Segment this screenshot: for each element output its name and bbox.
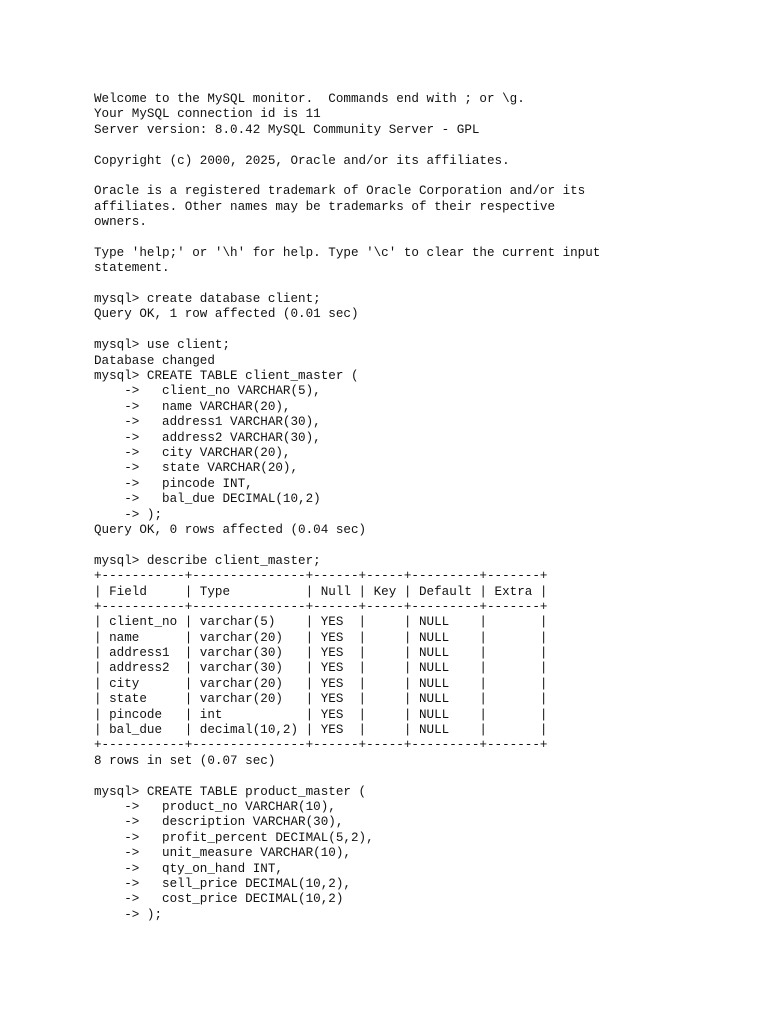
command-line: mysql> use client; [94, 338, 231, 353]
text-line: owners. [94, 215, 147, 230]
result-line: Query OK, 0 rows affected (0.04 sec) [94, 522, 367, 537]
continuation-line: -> product_no VARCHAR(10), [94, 799, 336, 814]
table-row: | address2 | varchar(30) | YES | | NULL | | [94, 661, 548, 676]
continuation-line: -> name VARCHAR(20), [94, 399, 291, 414]
document-page [94, 92, 754, 923]
table-row: +-----------+---------------+------+-----+---------+-------+ [94, 738, 548, 753]
continuation-line: -> address2 VARCHAR(30), [94, 430, 321, 445]
continuation-line: -> ); [94, 907, 163, 922]
blank-line [94, 277, 754, 292]
table-row: | pincode | int | YES | | NULL | | [94, 707, 548, 722]
blank-line [94, 769, 754, 784]
table-row: | address1 | varchar(30) | YES | | NULL | | [94, 646, 548, 661]
text-line: Your MySQL connection id is 11 [94, 107, 321, 122]
table-row: | name | varchar(20) | YES | | NULL | | [94, 630, 548, 645]
continuation-line: -> bal_due DECIMAL(10,2) [94, 492, 321, 507]
continuation-line: -> cost_price DECIMAL(10,2) [94, 892, 344, 907]
continuation-line: -> pincode INT, [94, 476, 253, 491]
blank-line [94, 538, 754, 553]
table-row: | state | varchar(20) | YES | | NULL | | [94, 692, 548, 707]
command-line: mysql> describe client_master; [94, 553, 321, 568]
continuation-line: -> state VARCHAR(20), [94, 461, 299, 476]
continuation-line: -> address1 VARCHAR(30), [94, 415, 321, 430]
text-line: affiliates. Other names may be trademarks of their respective [94, 199, 556, 214]
command-line: mysql> CREATE TABLE product_master ( [94, 784, 367, 799]
blank-line [94, 138, 754, 153]
text-line: Server version: 8.0.42 MySQL Community Server - GPL [94, 122, 480, 137]
continuation-line: -> description VARCHAR(30), [94, 815, 344, 830]
text-line: statement. [94, 261, 170, 276]
continuation-line: -> unit_measure VARCHAR(10), [94, 846, 351, 861]
continuation-line: -> city VARCHAR(20), [94, 445, 291, 460]
table-row: | bal_due | decimal(10,2) | YES | | NULL | | [94, 723, 548, 738]
result-line: 8 rows in set (0.07 sec) [94, 753, 276, 768]
result-line: Database changed [94, 353, 215, 368]
continuation-line: -> qty_on_hand INT, [94, 861, 283, 876]
table-row: | Field | Type | Null | Key | Default | Extra | [94, 584, 548, 599]
command-line: mysql> create database client; [94, 292, 321, 307]
continuation-line: -> ); [94, 507, 163, 522]
command-line: mysql> CREATE TABLE client_master ( [94, 369, 359, 384]
table-row: +-----------+---------------+------+-----+---------+-------+ [94, 599, 548, 614]
blank-line [94, 231, 754, 246]
text-line: Welcome to the MySQL monitor. Commands end with ; or \g. [94, 92, 525, 106]
table-row: | client_no | varchar(5) | YES | | NULL | | [94, 615, 548, 630]
continuation-line: -> profit_percent DECIMAL(5,2), [94, 830, 374, 845]
result-line: Query OK, 1 row affected (0.01 sec) [94, 307, 359, 322]
table-row: | city | varchar(20) | YES | | NULL | | [94, 676, 548, 691]
continuation-line: -> client_no VARCHAR(5), [94, 384, 321, 399]
table-row: +-----------+---------------+------+-----+---------+-------+ [94, 569, 548, 584]
blank-line [94, 323, 754, 338]
text-line: Oracle is a registered trademark of Oracle Corporation and/or its [94, 184, 586, 199]
blank-line [94, 169, 754, 184]
text-line: Type 'help;' or '\h' for help. Type '\c' to clear the current input [94, 245, 601, 260]
text-line: Copyright (c) 2000, 2025, Oracle and/or its affiliates. [94, 153, 510, 168]
continuation-line: -> sell_price DECIMAL(10,2), [94, 876, 351, 891]
